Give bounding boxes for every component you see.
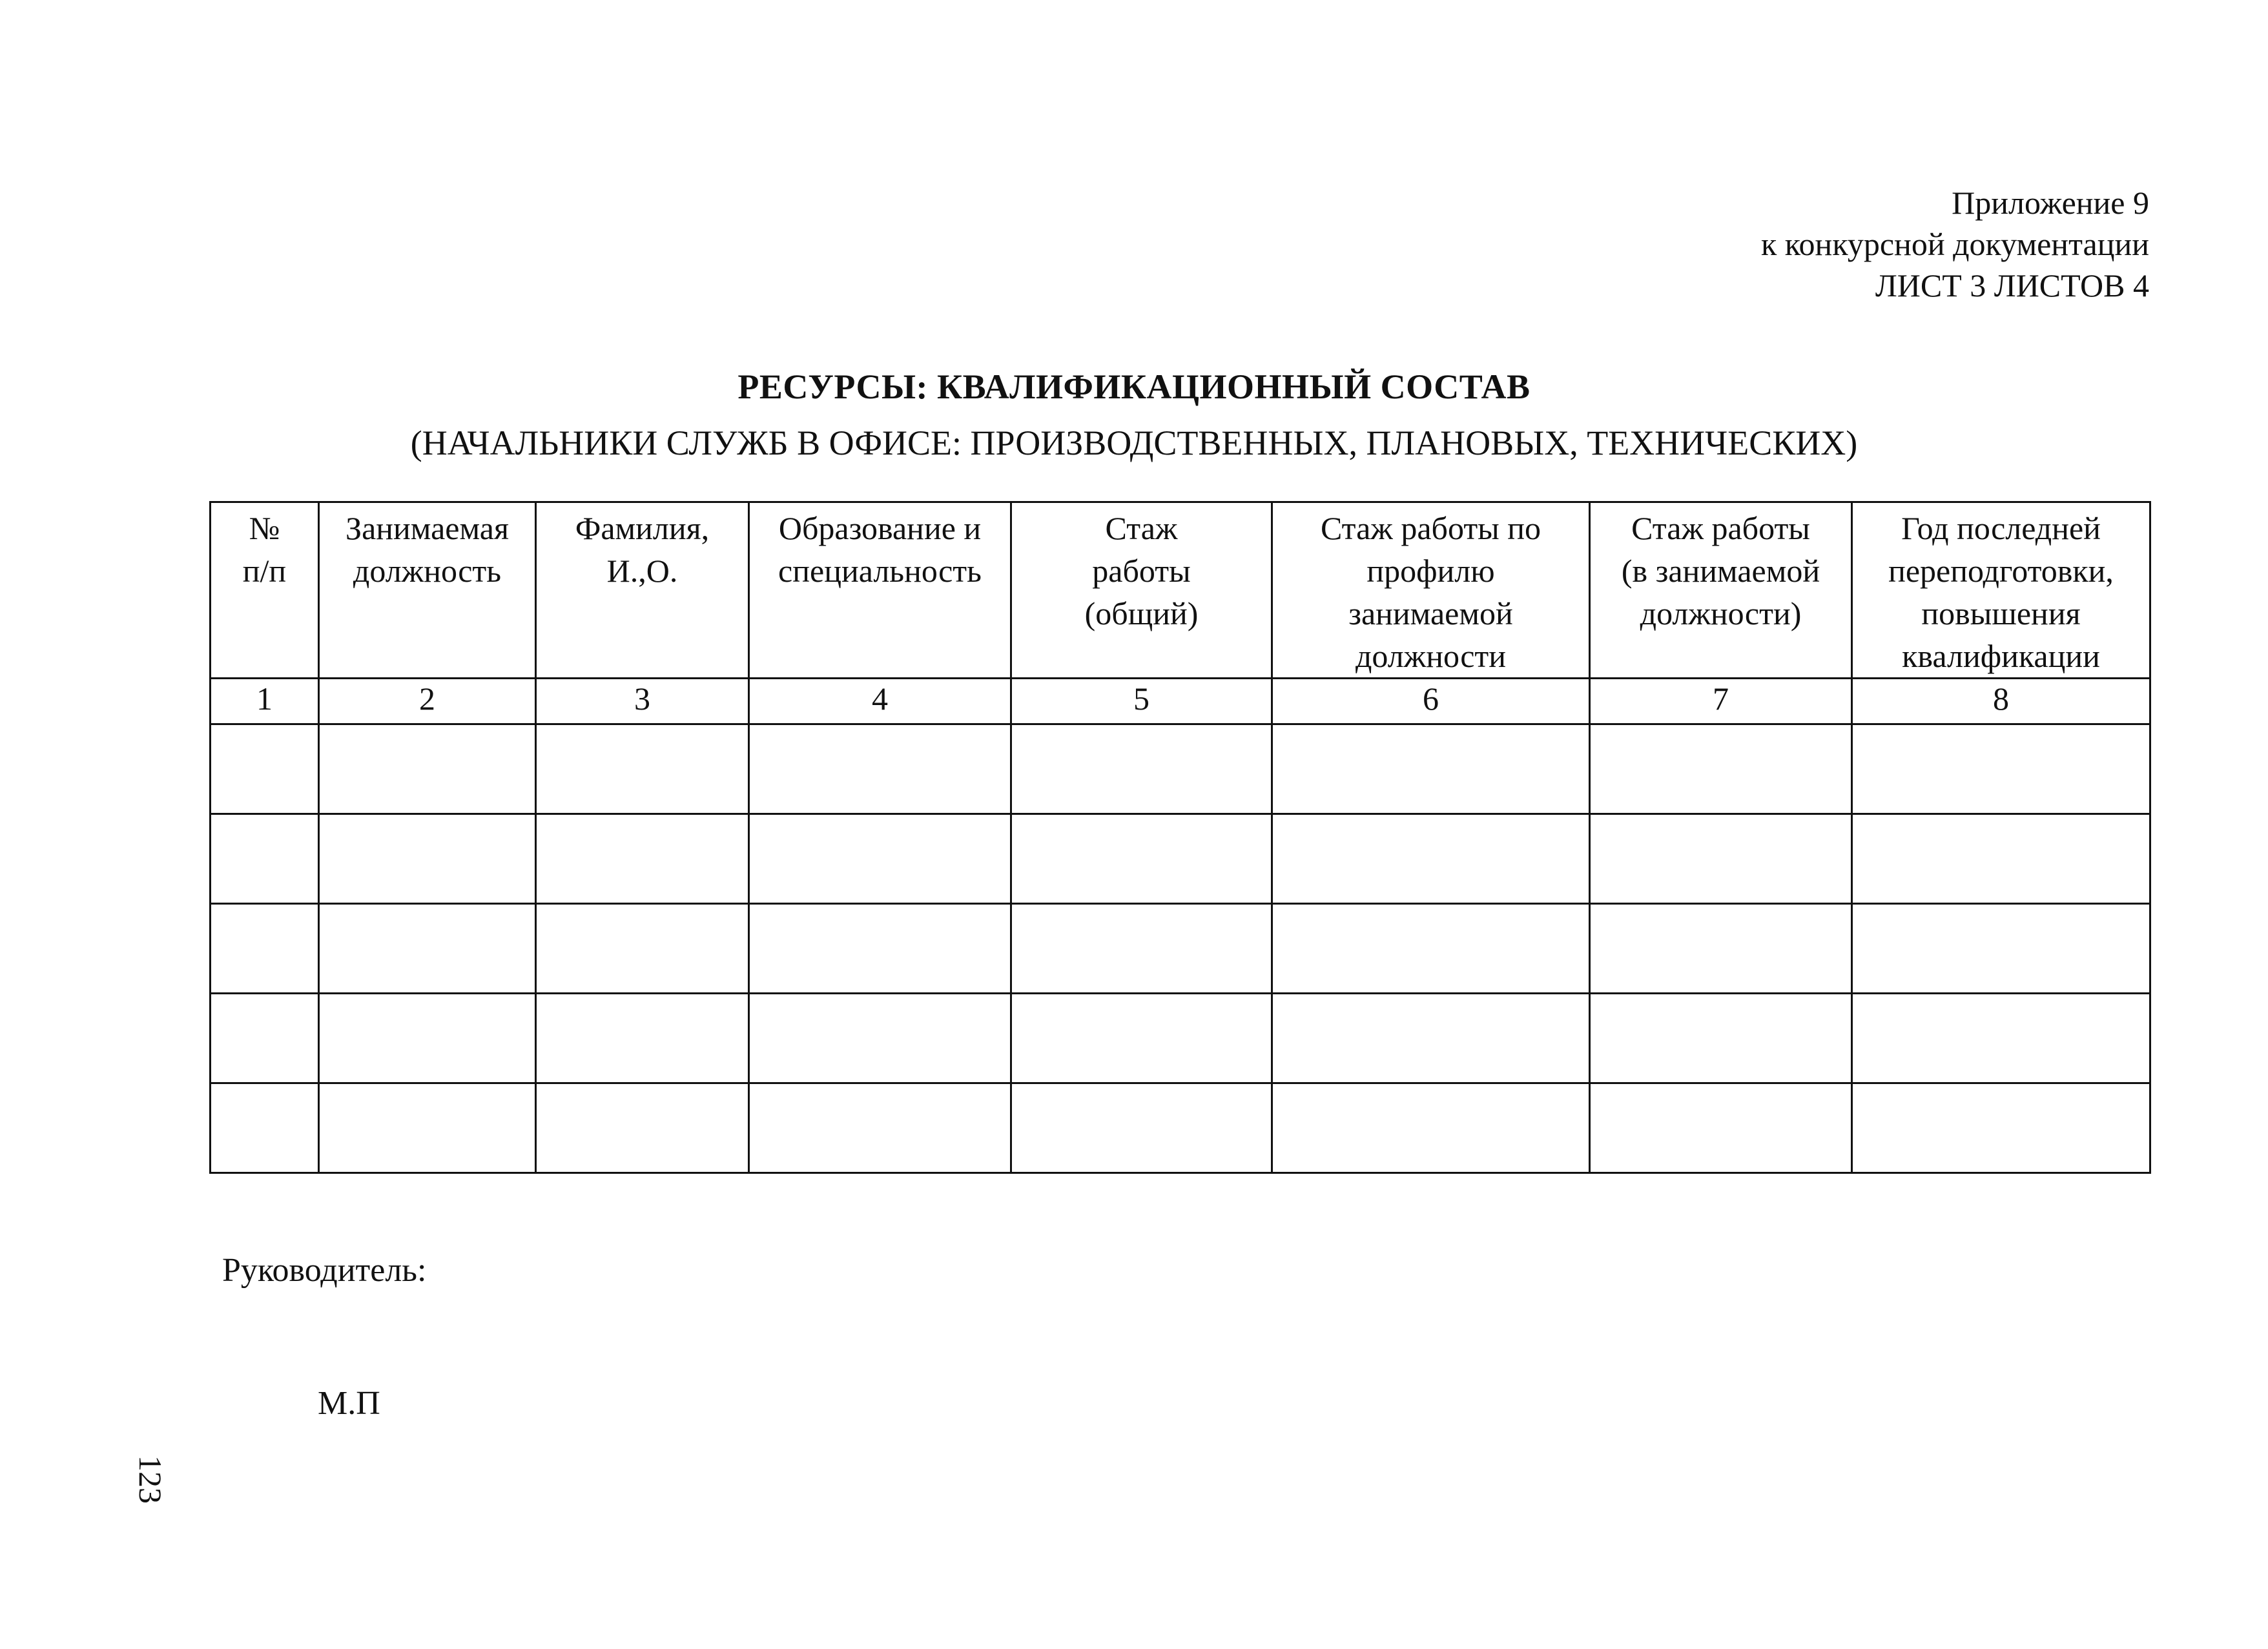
table-cell [749,994,1011,1083]
table-cell [749,1083,1011,1173]
header-last-training: Год последней переподготовки, повышения квалификации [1852,502,2150,679]
table-cell [536,1083,749,1173]
qualification-table [209,501,2151,1174]
table-cell [1590,994,1852,1083]
table-cell [211,724,319,814]
table-cell [749,814,1011,904]
table-cell [749,904,1011,994]
table-cell [536,724,749,814]
table-cell [1852,1083,2150,1173]
table-cell [1590,814,1852,904]
table-cell [1011,1083,1272,1173]
table-row [211,904,2150,994]
table-cell [536,904,749,994]
table-cell [1852,724,2150,814]
table-cell [1272,994,1590,1083]
appendix-header [1761,182,2149,306]
appendix-number: Приложение 9 [1952,185,2149,221]
column-number: 7 [1590,679,1852,724]
table-cell [1272,904,1590,994]
header-full-name: Фамилия, И.,О. [536,502,749,679]
table-cell [1852,994,2150,1083]
column-number: 4 [749,679,1011,724]
column-number: 3 [536,679,749,724]
table-cell [1272,814,1590,904]
table-row [211,1083,2150,1173]
column-number: 5 [1011,679,1272,724]
table-cell [1590,724,1852,814]
table-cell [319,814,536,904]
table-cell [211,1083,319,1173]
page-number: 123 [132,1455,169,1504]
column-number: 2 [319,679,536,724]
header-education: Образование и специальность [749,502,1011,679]
table-cell [211,904,319,994]
header-profile-experience: Стаж работы по профилю занимаемой должности [1272,502,1590,679]
table-cell [1011,904,1272,994]
table-cell [211,994,319,1083]
table-cell [1011,814,1272,904]
table-cell [1011,994,1272,1083]
document-title: РЕСУРСЫ: КВАЛИФИКАЦИОННЫЙ СОСТАВ [737,367,1531,406]
table-cell [319,994,536,1083]
table-cell [1590,904,1852,994]
column-number-row [211,679,2150,724]
table-cell [1852,814,2150,904]
header-total-experience: Стаж работы (общий) [1011,502,1272,679]
table-cell [319,904,536,994]
table-header-row [211,502,2150,679]
table-row [211,724,2150,814]
table-cell [211,814,319,904]
table-cell [319,1083,536,1173]
column-number: 1 [211,679,319,724]
table-cell [1272,724,1590,814]
column-number: 6 [1272,679,1590,724]
sheet-count: ЛИСТ 3 ЛИСТОВ 4 [1875,267,2149,303]
header-number: № п/п [211,502,319,679]
header-position-experience: Стаж работы (в занимаемой должности) [1590,502,1852,679]
table-row [211,994,2150,1083]
table-cell [319,724,536,814]
table-row [211,814,2150,904]
table-cell [536,994,749,1083]
table-cell [1852,904,2150,994]
appendix-reference: к конкурсной документации [1761,226,2149,262]
document-subtitle: (НАЧАЛЬНИКИ СЛУЖБ В ОФИСЕ: ПРОИЗВОДСТВЕННЫХ, ПЛАНОВЫХ, ТЕХНИЧЕСКИХ) [410,424,1858,462]
stamp-label: М.П [318,1385,380,1422]
table-cell [1272,1083,1590,1173]
column-number: 8 [1852,679,2150,724]
table-cell [1011,724,1272,814]
header-position: Занимаемая должность [319,502,536,679]
signature-label: Руководитель: [222,1252,427,1289]
table-cell [536,814,749,904]
table-cell [749,724,1011,814]
table-cell [1590,1083,1852,1173]
